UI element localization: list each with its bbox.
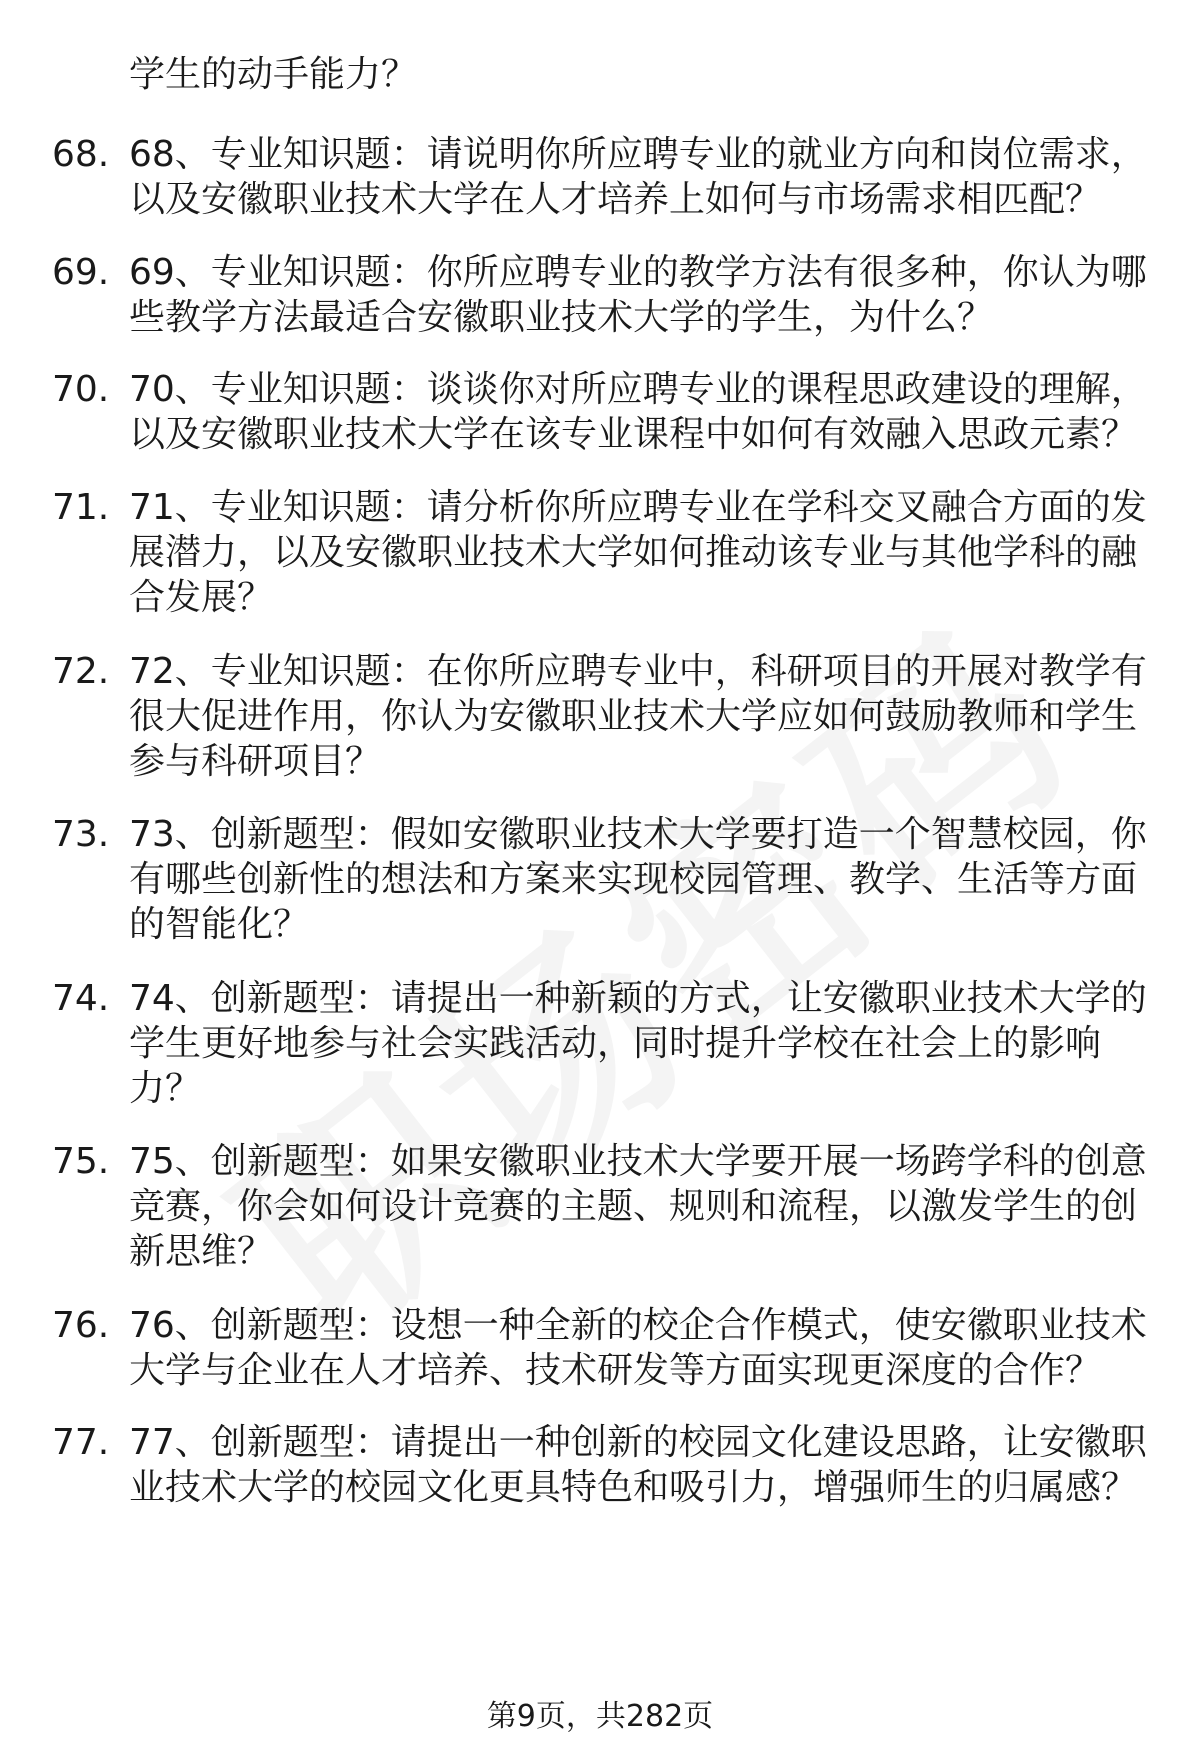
item-text-line: 学生更好地参与社会实践活动，同时提升学校在社会上的影响: [129, 1023, 1102, 1064]
item-text-line: 74、创新题型：请提出一种新颖的方式，让安徽职业技术大学的: [129, 978, 1147, 1019]
item-text-line: 力？: [129, 1068, 202, 1109]
item-number: 75.: [52, 1141, 110, 1182]
item-number: 71.: [52, 487, 110, 528]
item-text-line: 的智能化？: [129, 904, 310, 945]
item-text-line: 有哪些创新性的想法和方案来实现校园管理、教学、生活等方面: [129, 859, 1138, 900]
page-number-footer: 第9页，共282页: [486, 1699, 714, 1734]
item-text-line: 大学与企业在人才培养、技术研发等方面实现更深度的合作？: [129, 1350, 1102, 1391]
item-number: 73.: [52, 814, 110, 855]
item-text-line: 68、专业知识题：请说明你所应聘专业的就业方向和岗位需求，: [129, 134, 1147, 175]
item-text-line: 以及安徽职业技术大学在人才培养上如何与市场需求相匹配？: [129, 179, 1102, 220]
item-text-line: 70、专业知识题：谈谈你对所应聘专业的课程思政建设的理解，: [129, 369, 1147, 410]
item-text-line: 72、专业知识题：在你所应聘专业中，科研项目的开展对教学有: [129, 651, 1147, 692]
item-number: 72.: [52, 651, 110, 692]
item-number: 77.: [52, 1422, 110, 1463]
item-text-line: 合发展？: [129, 577, 274, 618]
item-number: 69.: [52, 252, 110, 293]
item-text-line: 73、创新题型：假如安徽职业技术大学要打造一个智慧校园，你: [129, 814, 1147, 855]
item-text-line: 77、创新题型：请提出一种创新的校园文化建设思路，让安徽职: [129, 1422, 1147, 1463]
item-number: 70.: [52, 369, 110, 410]
item-text-line: 业技术大学的校园文化更具特色和吸引力，增强师生的归属感？: [129, 1467, 1138, 1508]
item-text-line: 参与科研项目？: [129, 741, 382, 782]
item-number: 76.: [52, 1305, 110, 1346]
item-text-line: 展潜力，以及安徽职业技术大学如何推动该专业与其他学科的融: [129, 532, 1138, 573]
item-text-line: 些教学方法最适合安徽职业技术大学的学生，为什么？: [129, 297, 994, 338]
item-text-line: 71、专业知识题：请分析你所应聘专业在学科交叉融合方面的发: [129, 487, 1147, 528]
item-number: 74.: [52, 978, 110, 1019]
item-text-line: 竞赛，你会如何设计竞赛的主题、规则和流程，以激发学生的创: [129, 1186, 1138, 1227]
continuation-line: 学生的动手能力？: [129, 54, 418, 95]
item-number: 68.: [52, 134, 110, 175]
item-text-line: 69、专业知识题：你所应聘专业的教学方法有很多种，你认为哪: [129, 252, 1147, 293]
item-text-line: 很大促进作用，你认为安徽职业技术大学应如何鼓励教师和学生: [129, 696, 1138, 737]
item-text-line: 75、创新题型：如果安徽职业技术大学要开展一场跨学科的创意: [129, 1141, 1147, 1182]
item-text-line: 76、创新题型：设想一种全新的校企合作模式，使安徽职业技术: [129, 1305, 1147, 1346]
item-text-line: 新思维？: [129, 1231, 274, 1272]
item-text-line: 以及安徽职业技术大学在该专业课程中如何有效融入思政元素？: [129, 414, 1138, 455]
